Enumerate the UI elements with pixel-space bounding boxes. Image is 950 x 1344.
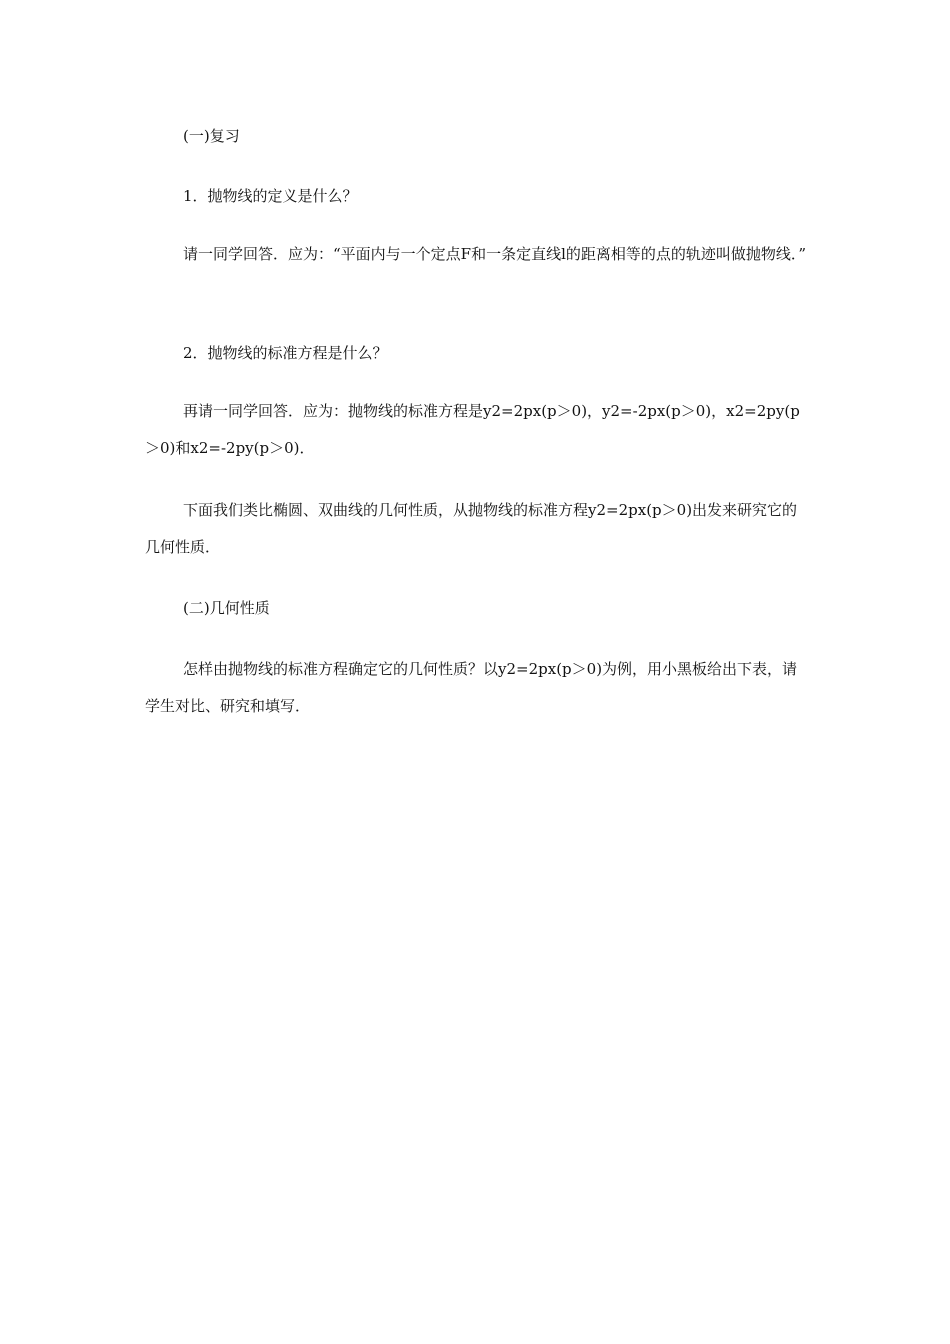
transition-paragraph: 下面我们类比椭圆、双曲线的几何性质，从抛物线的标准方程y2=2px(p＞0)出发来研究它的几何性质． [145, 501, 798, 556]
section-heading-review: (一)复习 [183, 127, 240, 145]
instruction-paragraph: 怎样由抛物线的标准方程确定它的几何性质？以y2=2px(p＞0)为例，用小黑板给出下表，请学生对比、研究和填写． [145, 660, 798, 715]
section-heading-geometric-properties: (二)几何性质 [183, 599, 270, 617]
answer-definition: 请一同学回答．应为：“平面内与一个定点F和一条定直线l的距离相等的点的轨迹叫做抛物线．” [183, 245, 807, 263]
answer-standard-equation: 再请一同学回答．应为：抛物线的标准方程是y2=2px(p＞0)，y2=-2px(p＞0)，x2=2py(p＞0)和x2=-2py(p＞0)． [145, 402, 800, 457]
question-definition: 1．抛物线的定义是什么？ [183, 187, 358, 205]
question-standard-equation: 2．抛物线的标准方程是什么？ [183, 344, 388, 362]
